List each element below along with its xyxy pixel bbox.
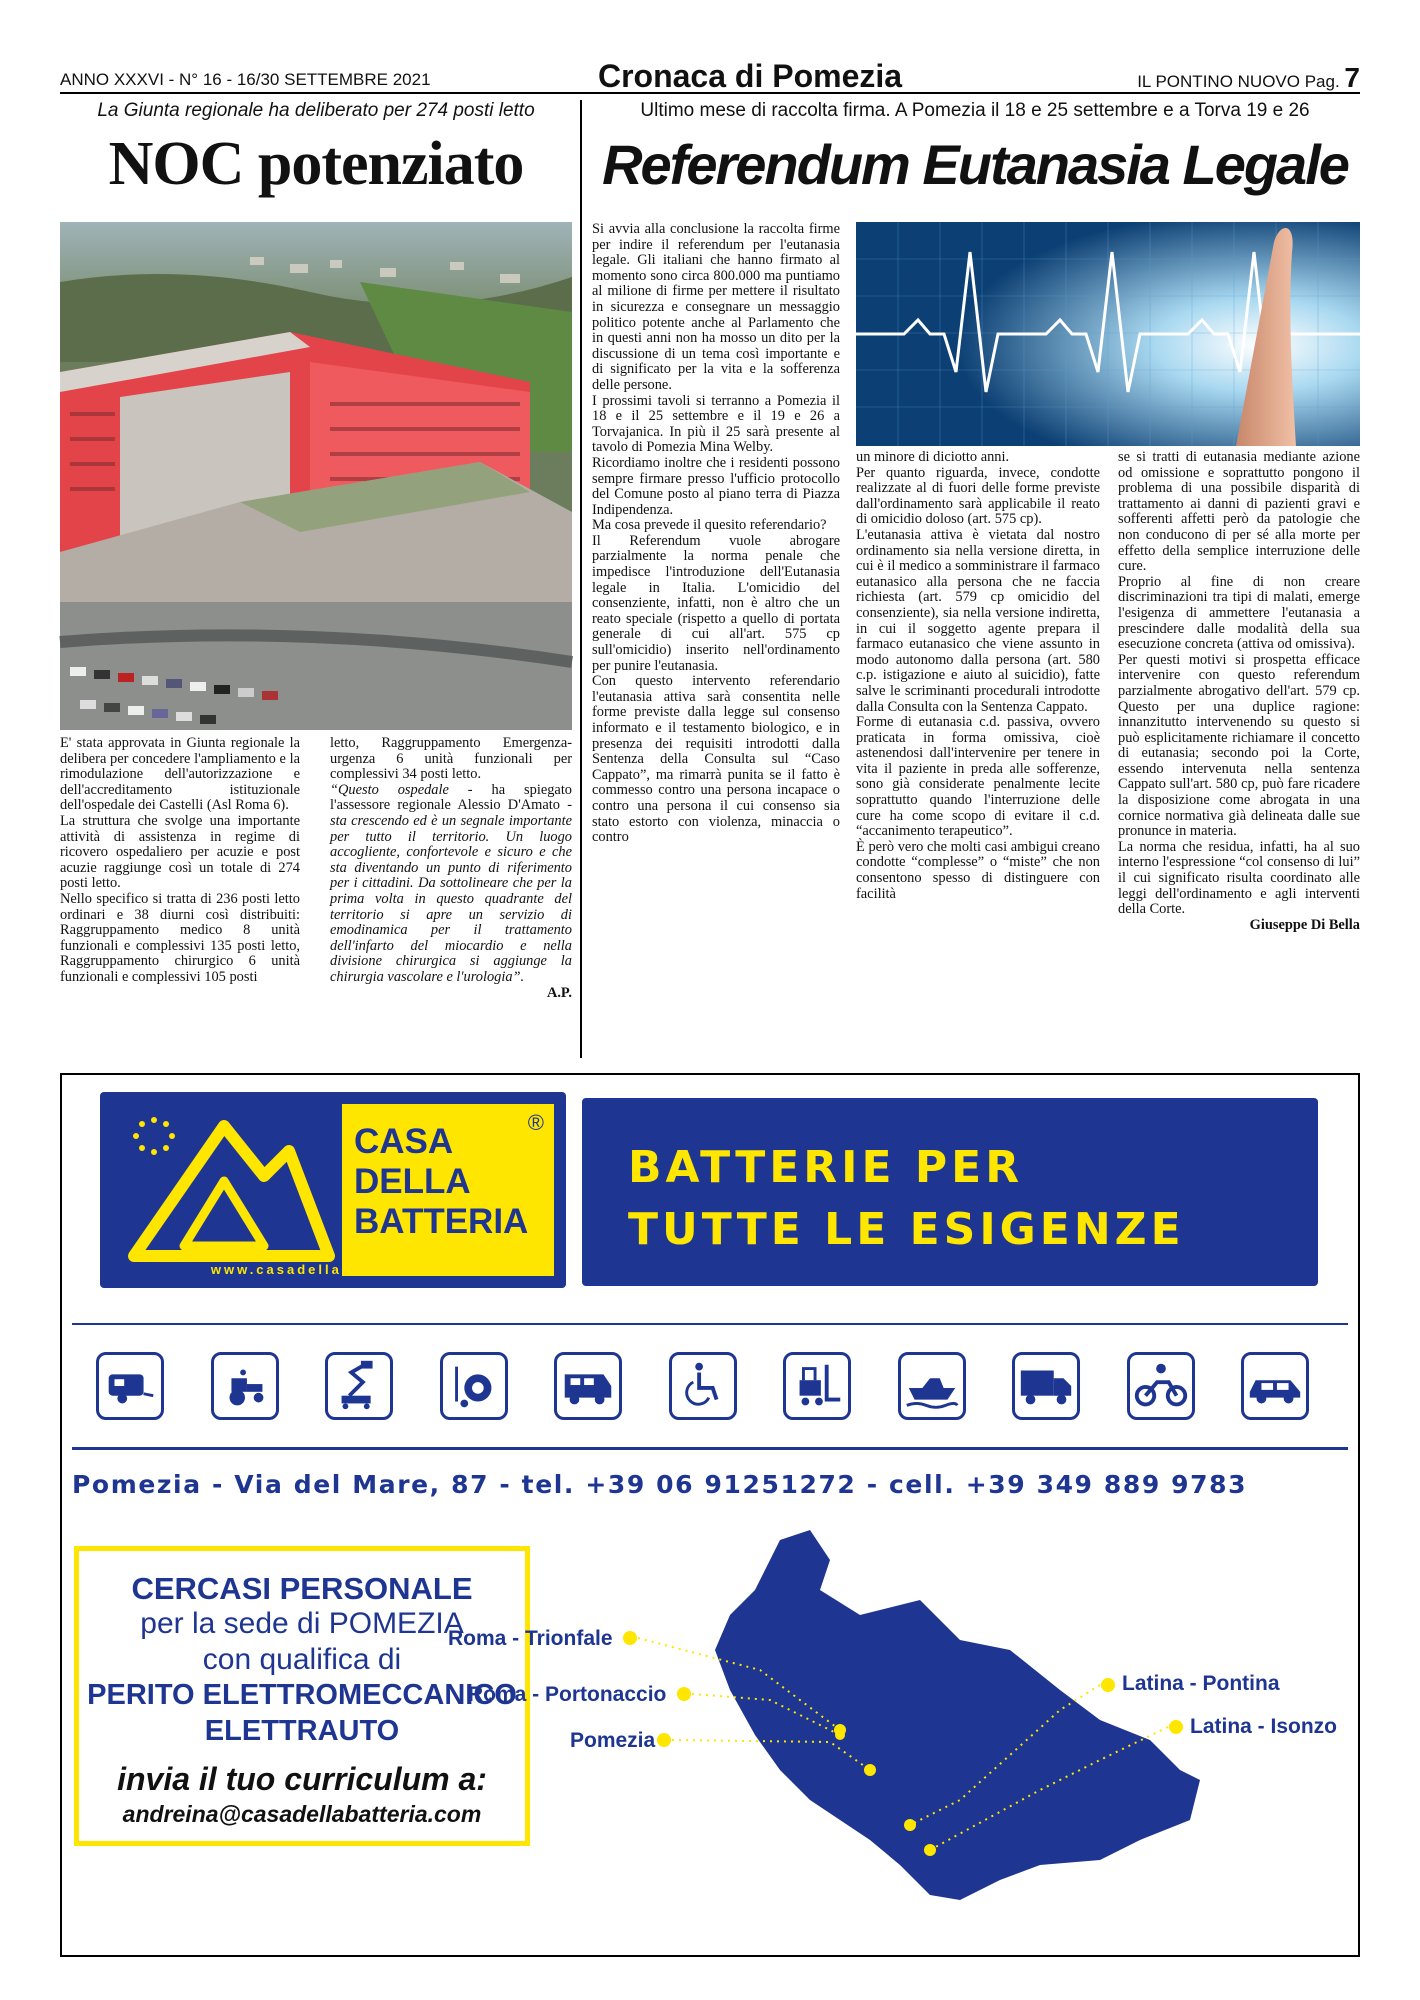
referendum-kicker: Ultimo mese di raccolta firma. A Pomezia il 18 e 25 settembre e a Torva 19 e 26 (640, 100, 1310, 121)
caravan-icon (96, 1352, 164, 1420)
paragraph: I prossimi tavoli si terranno a Pomezia il 18 e il 25 settembre e il 19 e 26 a Torvajanica. In più il 25 sarà presente al tavolo di Pomezia Mina Welby. (592, 392, 840, 456)
motorcycle-icon (1127, 1352, 1195, 1420)
paragraph: Con questo intervento referendario l'eutanasia attiva sarà consentita nelle forme previste dalla legge sul consenso informato e il testamento biologico, e in presenza dei requisiti introdotti dalla Sentenza della Consulta sul “Caso Cappato”, ma rimarrà punita se il fatto è commesso contro una persona incapace o contro una persona il cui consenso sia stato estorto con violenza, minaccia o contro (592, 673, 840, 846)
author-signature: Giuseppe Di Bella (1249, 916, 1360, 933)
location-pomezia: Pomezia (570, 1729, 656, 1752)
referendum-column-3 (1118, 450, 1360, 933)
job-role-1: PERITO ELETTROMECCANICO (87, 1679, 517, 1711)
paragraph: E' stata approvata in Giunta regionale la delibera per concedere l'ampliamento e la rimodulazione dell'autorizzazione e dell'accreditamento istituzionale dell'ospedale dei Castelli (Asl Roma 6). (60, 735, 300, 814)
forklift-icon (783, 1352, 851, 1420)
aerial-lift-icon (325, 1352, 393, 1420)
section-title: Cronaca di Pomezia (597, 58, 903, 94)
paragraph: Ma cosa prevede il quesito referendario? (592, 517, 827, 534)
paragraph: Per questi motivi si prospetta efficace intervenire con questo referendum parzialmente abrogativo dell'art. 579 cp. Questo per una duplice ragione: innanzitutto intervenendo su questo si può esplicitamente richiamare il concetto di eutanasia; secondo poi la Corte, essendo intervenuta nella sentenza Cappato sull'art. 580 cp, può fare ricadere la disposizione come abrogata in una cornice normativa già delineata dalle sue pronunce in materia. (1118, 651, 1360, 840)
paragraph: Proprio al fine di non creare discriminazioni tra tipi di malati, emerge l'esigenza di ammettere l'eutanasia a prescindere dalle modalità della sua esecuzione concreta (attiva od omissiva). (1118, 573, 1360, 653)
lazio-map (448, 1520, 1340, 1940)
job-cta: invia il tuo curriculum a: (117, 1761, 487, 1797)
job-posting (74, 1546, 530, 1846)
noc-kicker: La Giunta regionale ha deliberato per 274 posti letto (97, 100, 535, 121)
divider (72, 1323, 1348, 1325)
location-roma-trionfale: Roma - Trionfale (448, 1627, 613, 1650)
job-heading: CERCASI PERSONALE (131, 1571, 473, 1606)
paragraph: letto, Raggruppamento Emergenza-urgenza 6 unità funzionali per complessivi 34 posti letto. (330, 735, 572, 783)
paragraph: Ricordiamo inoltre che i residenti possono sempre firmare presso l'ufficio protocollo del Comune posto al piano terra di Piazza Indipendenza. (592, 454, 840, 518)
divider (72, 1447, 1348, 1450)
slogan-banner (582, 1098, 1318, 1286)
paragraph: La norma che residua, infatti, ha al suo interno l'espressione “col consenso di lui” il cui significato risulta coordinato alle leggi dell'ordinamento e agli interventi della Corte. (1118, 838, 1360, 918)
ecg-photo (856, 222, 1360, 446)
paragraph: La struttura che svolge una importante attività di assistenza in regime di ricovero ospedaliero per acuzie e post acuzie raggiunge così un totale di 274 posti letto. (60, 812, 300, 892)
page-number: 7 (1344, 62, 1360, 93)
author-signature: A.P. (546, 984, 572, 1001)
location-roma-portonaccio: Roma - Portonaccio (468, 1683, 667, 1706)
contact-address: Pomezia - Via del Mare, 87 - tel. +39 06 91251272 - cell. +39 349 889 9783 (72, 1470, 1248, 1499)
map-pin-icon (677, 1687, 691, 1701)
camper-icon (554, 1352, 622, 1420)
logo-word-2: DELLA (354, 1162, 471, 1201)
paragraph: Per quanto riguarda, invece, condotte realizzate al di fuori delle forme previste dall'ordinamento sarà applicabile il reato di omicidio doloso (art. 575 cp). (856, 464, 1100, 528)
hospital-photo (60, 222, 572, 730)
mountain-logo-icon (114, 1106, 334, 1272)
referendum-column-2 (856, 450, 1100, 902)
region-shape (715, 1530, 1200, 1900)
power-washer-icon (440, 1352, 508, 1420)
location-latina-pontina: Latina - Pontina (1122, 1672, 1280, 1695)
map-pin-icon (1169, 1720, 1183, 1734)
paragraph: un minore di diciotto anni. (856, 449, 1010, 465)
page-number-label (1137, 62, 1360, 94)
logo-word-1: CASA (354, 1122, 454, 1161)
paragraph: Nello specifico si tratta di 236 posti letto ordinari e 38 diurni così distribuiti: Raggruppamento medico 8 unità funzionali e complessivi 135 posti letto, Raggruppamento chirurgico 6 unità funzionali e complessivi 105 posti (60, 890, 300, 985)
website-url: www.casadellabatteria.com (210, 1262, 456, 1277)
truck-icon (1012, 1352, 1080, 1420)
referendum-column-1 (592, 222, 840, 846)
slogan-line-2: TUTTE LE ESIGENZE (628, 1204, 1185, 1255)
paragraph: È però vero che molti casi ambigui creano condotte “complesse” o “miste” che non consentono spesso di distinguere con facilità (856, 838, 1100, 902)
quote-paragraph (330, 783, 572, 986)
boat-icon (898, 1352, 966, 1420)
noc-column-1 (60, 736, 300, 986)
logo-word-3: BATTERIA (354, 1202, 529, 1241)
slogan-line-1: BATTERIE PER (628, 1142, 1024, 1193)
paragraph: Forme di eutanasia c.d. passiva, ovvero praticata in forma omissiva, cioè astenendosi dall'intervenire per tenere in vita il paziente in preda alle sofferenze, sono già considerate penalmente lecite soprattutto quando l'interruzione delle cure ha come scopo di evitare il c.d. “accanimento terapeutico”. (856, 714, 1100, 840)
paragraph: Si avvia alla conclusione la raccolta firme per indire il referendum per l'eutanasia legale. Gli italiani che hanno firmato al momento sono circa 800.000 ma puntiamo al milione di firme per mettere il risultato in sicurezza e consegnare un messaggio politico potente anche al Parlamento che in questi anni non ha mosso un dito per la discussione di un tema così importante e di significato per la vita e la sofferenza delle persone. (592, 221, 840, 393)
job-qualifier: con qualifica di (202, 1643, 402, 1676)
noc-column-2 (330, 736, 572, 1001)
column-divider (580, 100, 582, 1058)
paper-name: IL PONTINO NUOVO Pag. (1137, 72, 1340, 91)
referendum-headline: Referendum Eutanasia Legale (602, 133, 1348, 196)
issue-info: ANNO XXXVI - N° 16 - 16/30 SETTEMBRE 2021 (60, 70, 431, 89)
wheelchair-icon (669, 1352, 737, 1420)
quote-text: sta crescendo ed è un segnale importante per tutto il territorio. Un luogo accogliente, confortevole e sicuro e che sta diventando un punto di riferimento per i cittadini. Da sottolineare che per la prima volta in questo quadrante del territorio si apre un servizio di emodinamica per il trattamento dell'infarto del miocardio e nella divisione chirurgica si aggiunge la chirurgia vascolare e l'urologia”. (330, 812, 572, 985)
job-email: andreina@casadellabatteria.com (122, 1801, 482, 1827)
paragraph: L'eutanasia attiva è vietata dal nostro ordinamento sia nella versione diretta, in cui è il medico a somministrare il farmaco eutanasico alla persona che ne faccia richiesta (art. 579 cp omicidio del consenziente), sia nella versione indiretta, in cui il soggetto agente prepara il farmaco eutanasico che viene assunto in modo autonomo dalla persona (art. 580 c.p. istigazione e aiuto al suicidio), fatte salve le scriminanti procedurali introdotte dalla Consulta con la Sentenza Cappato. (856, 526, 1100, 715)
car-icon (1241, 1352, 1309, 1420)
logo-panel (342, 1104, 554, 1276)
registered-mark: ® (527, 1110, 544, 1135)
tractor-icon (211, 1352, 279, 1420)
map-pin-icon (623, 1631, 637, 1645)
job-location: per la sede di POMEZIA (140, 1607, 464, 1640)
noc-headline: NOC potenziato (108, 130, 524, 198)
job-role-2: ELETTRAUTO (204, 1715, 400, 1747)
paragraph: Il Referendum vuole abrogare parzialmente la norma penale che impedisce l'introduzione dell'Eutanasia legale in Italia. L'omicidio del consenziente, infatti, non è altro che un reato speciale (rispetto a quello di portata generale di cui all'art. 575 cp sull'omicidio) inserito nell'ordinamento per punire l'eutanasia. (592, 532, 840, 674)
map-pin-icon (1101, 1678, 1115, 1692)
casa-della-batteria-logo (100, 1092, 566, 1288)
page-header (60, 58, 1360, 94)
location-latina-isonzo: Latina - Isonzo (1190, 1715, 1337, 1738)
quote-attribution: - ha spiegato l'assessore regionale Alessio D'Amato - (330, 781, 573, 814)
quote-open: “Questo ospedale (330, 781, 449, 798)
paragraph: se si tratti di eutanasia mediante azione od omissione e soprattutto pongono il problema di una possibile disparità di trattamento ai danni di pazienti gravi e sofferenti affetti però da patologie che non conducono di per sé alla morte per effetto della semplice interruzione delle cure. (1118, 449, 1360, 575)
map-pin-icon (657, 1733, 671, 1747)
